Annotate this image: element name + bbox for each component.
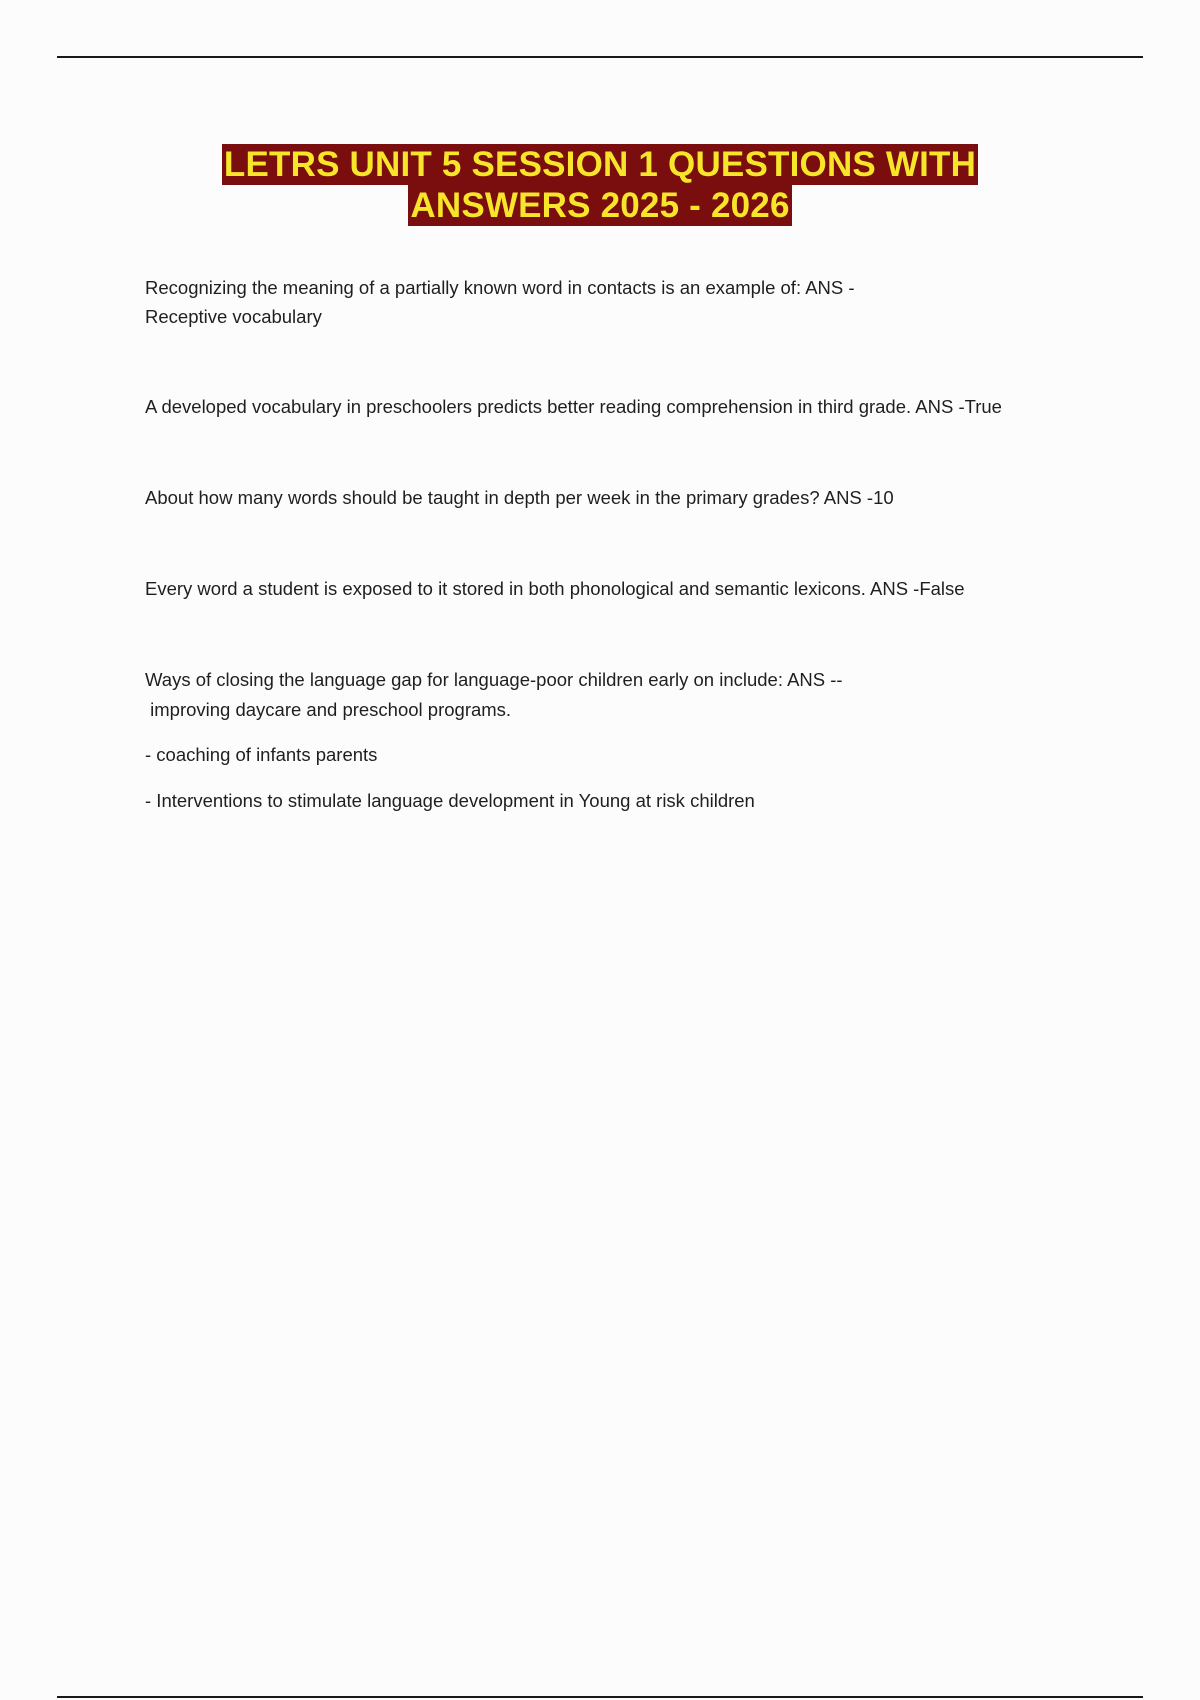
- header-rule: [57, 56, 1143, 58]
- title-line-2: ANSWERS 2025 - 2026: [410, 186, 790, 225]
- qa-item-5-answer-1: improving daycare and preschool programs.: [145, 699, 512, 720]
- qa-item-5-answer-2: - coaching of infants parents: [145, 744, 378, 765]
- qa-item-5-question: Ways of closing the language gap for language-poor children early on include: ANS --: [145, 669, 843, 690]
- document-title: [0, 144, 1200, 226]
- qa-item-1-question: Recognizing the meaning of a partially known word in contacts is an example of: ANS -: [145, 277, 855, 298]
- qa-item-5-answer-3: - Interventions to stimulate language development in Young at risk children: [145, 790, 755, 811]
- footer-rule: [57, 1696, 1143, 1698]
- qa-item-3: About how many words should be taught in depth per week in the primary grades? ANS -10: [145, 487, 894, 508]
- qa-item-2: A developed vocabulary in preschoolers predicts better reading comprehension in third grade. ANS -True: [145, 396, 1002, 417]
- title-line-1: LETRS UNIT 5 SESSION 1 QUESTIONS WITH: [223, 145, 977, 184]
- qa-item-1-answer: Receptive vocabulary: [145, 306, 322, 327]
- qa-item-4: Every word a student is exposed to it stored in both phonological and semantic lexicons. ANS -False: [145, 578, 965, 599]
